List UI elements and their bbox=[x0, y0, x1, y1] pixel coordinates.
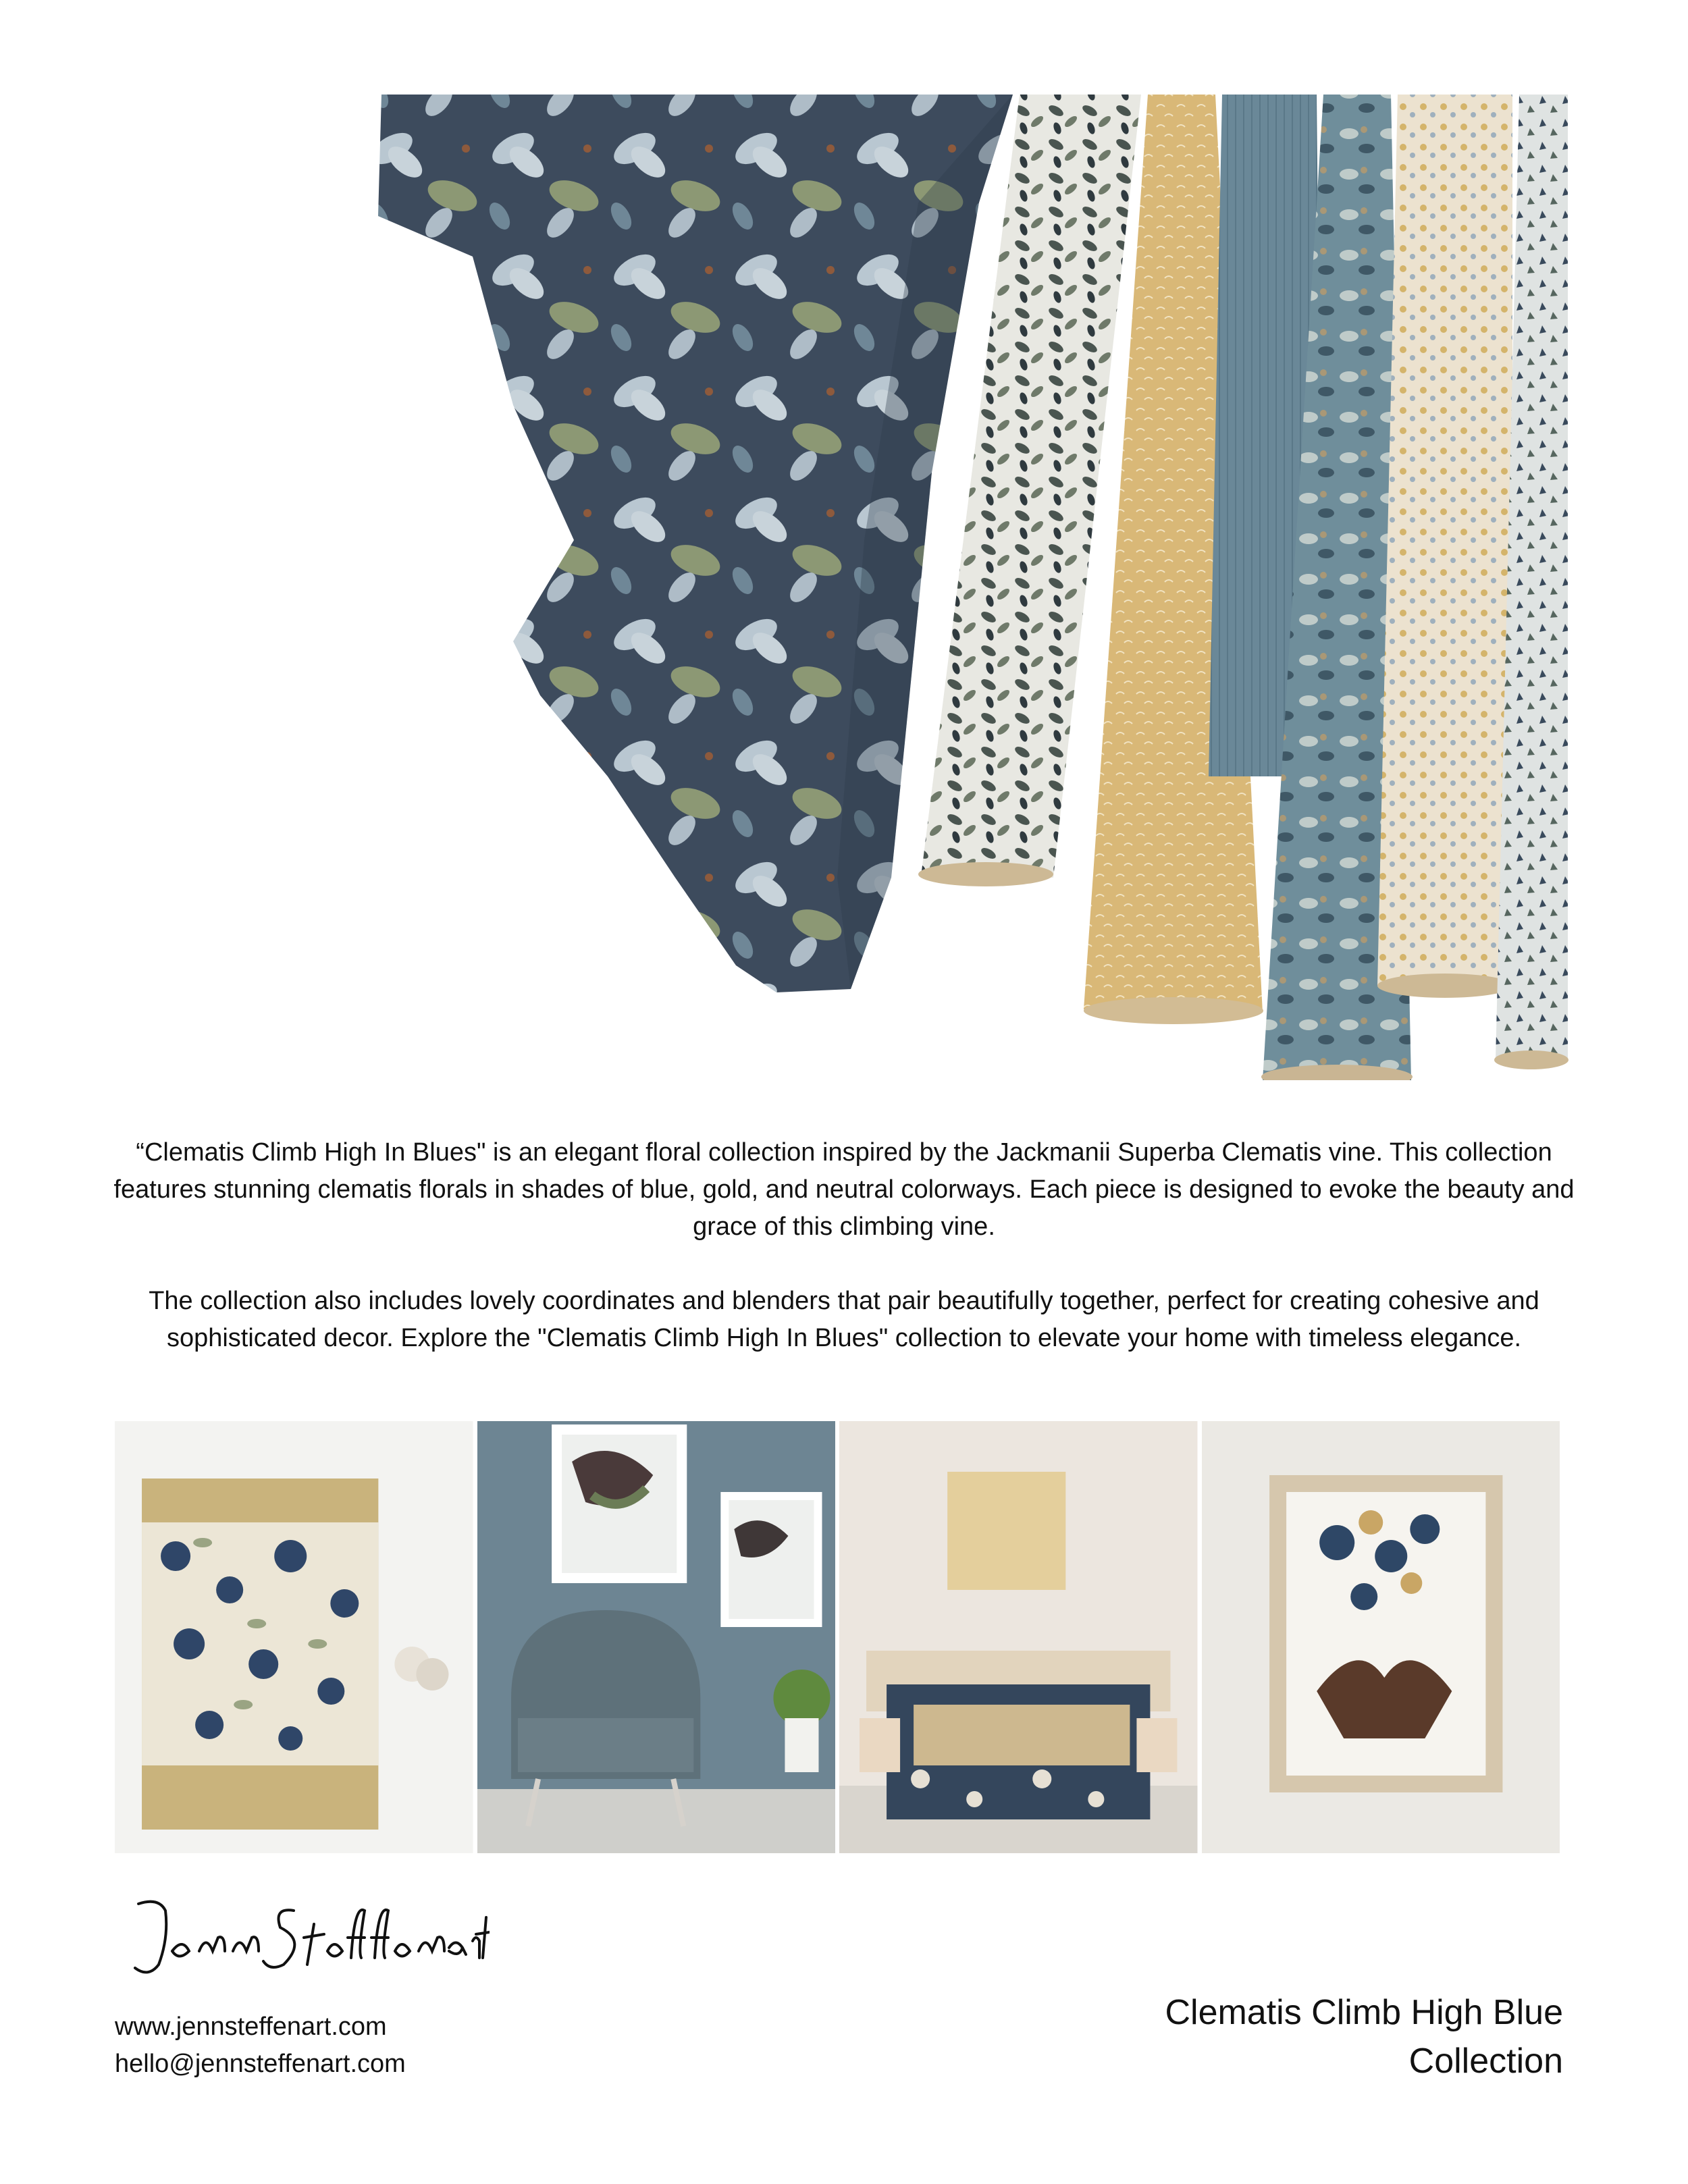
collection-title-line-1: Clematis Climb High Blue bbox=[1165, 1993, 1563, 2032]
description-paragraph-2: The collection also includes lovely coordinates and blenders that pair beautifully together, perfect for creating cohesive and sophisticated decor. Explore the "Clematis Climb High In Blues" collection to elevate your home with timeless elegance. bbox=[149, 1287, 1539, 1352]
collection-title bbox=[888, 1988, 1563, 2085]
description-paragraph-1: “Clematis Climb High In Blues" is an elegant floral collection inspired by the Jackmanii Superba Clematis vine. This collection features stunning clematis florals in shades of blue, gold, and neutral colorways. Each piece is designed to evoke the beauty and grace of this climbing vine. bbox=[113, 1138, 1575, 1241]
armchair-room-image bbox=[477, 1421, 836, 1853]
email-link[interactable]: hello@jennsteffenart.com bbox=[115, 2050, 406, 2078]
collection-title-line-2: Collection bbox=[1408, 2042, 1563, 2081]
framed-art-image bbox=[1202, 1421, 1560, 1853]
contact-info bbox=[115, 2008, 406, 2083]
collection-description bbox=[101, 1134, 1587, 1394]
product-gallery bbox=[115, 1421, 1560, 1853]
bedroom-image bbox=[839, 1421, 1198, 1853]
jenn-steffen-art-logo bbox=[111, 1890, 490, 1992]
fabric-swatch-image bbox=[115, 1421, 473, 1853]
website-link[interactable]: www.jennsteffenart.com bbox=[115, 2013, 387, 2041]
fabric-rolls-hero-image bbox=[0, 0, 1688, 1080]
